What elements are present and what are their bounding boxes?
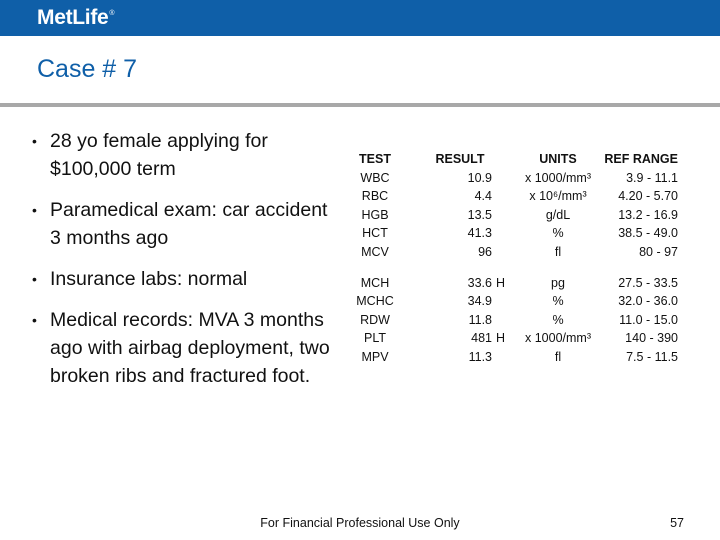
lab-ref-range: 80 - 97 [639, 244, 678, 259]
lab-flag: H [496, 275, 506, 290]
lab-results-table [338, 150, 684, 367]
lab-test: RBC [361, 189, 389, 204]
bullet-list [32, 127, 332, 403]
lab-units: fl [554, 244, 562, 259]
lab-row [338, 311, 684, 330]
page-number: 57 [670, 516, 684, 530]
lab-ref-range: 11.0 - 15.0 [619, 312, 678, 327]
lab-ref-range: 4.20 - 5.70 [618, 189, 678, 204]
bullet-icon: • [32, 271, 37, 287]
lab-ref-range: 140 - 390 [625, 331, 678, 346]
lab-row [338, 224, 684, 243]
lab-units: % [552, 312, 564, 327]
lab-result: 481 [471, 331, 492, 346]
lab-result: 13.5 [467, 207, 492, 222]
header-bar [0, 0, 720, 36]
header-result: RESULT [435, 152, 485, 166]
lab-group-gap [338, 262, 684, 274]
lab-result: 41.3 [467, 226, 492, 241]
lab-test: HGB [361, 207, 389, 222]
lab-ref-range: 32.0 - 36.0 [618, 294, 678, 309]
lab-ref-range: 7.5 - 11.5 [626, 349, 678, 364]
footer-disclaimer: For Financial Professional Use Only [260, 516, 460, 530]
lab-units: fl [554, 349, 562, 364]
lab-header-row [338, 150, 684, 169]
lab-result: 33.6 [467, 275, 492, 290]
lab-result: 96 [478, 244, 492, 259]
lab-ref-range: 13.2 - 16.9 [618, 207, 678, 222]
lab-row [338, 348, 684, 367]
lab-test: WBC [360, 170, 390, 185]
metlife-logo: MetLife® [37, 6, 115, 29]
bullet-item: • Medical records: MVA 3 months ago with airbag deployment, two broken ribs and fractured foot. [32, 306, 332, 390]
lab-result: 34.9 [467, 294, 492, 309]
slide-title: Case # 7 [37, 55, 138, 83]
lab-result: 11.3 [468, 349, 492, 364]
lab-flag: H [496, 331, 506, 346]
lab-row [338, 206, 684, 225]
lab-test: RDW [360, 312, 390, 327]
lab-row [338, 169, 684, 188]
bullet-icon: • [32, 202, 37, 218]
lab-units: % [552, 294, 564, 309]
lab-ref-range: 38.5 - 49.0 [618, 226, 678, 241]
bullet-icon: • [32, 312, 37, 328]
lab-test: HCT [362, 226, 388, 241]
lab-units: x 1000/mm³ [525, 331, 591, 346]
lab-ref-range: 27.5 - 33.5 [618, 275, 678, 290]
bullet-item: • Paramedical exam: car accident 3 months ago [32, 196, 332, 252]
lab-units: x 10⁶/mm³ [529, 189, 587, 204]
lab-row [338, 274, 684, 293]
lab-units: pg [551, 275, 565, 290]
lab-units: x 1000/mm³ [525, 170, 591, 185]
lab-units: % [552, 226, 564, 241]
lab-ref-range: 3.9 - 11.1 [626, 170, 678, 185]
lab-row [338, 243, 684, 262]
title-divider [0, 103, 720, 107]
lab-result: 11.8 [468, 312, 492, 327]
header-units: UNITS [539, 152, 577, 166]
lab-test: MCH [360, 275, 390, 290]
lab-row [338, 292, 684, 311]
lab-row [338, 329, 684, 348]
lab-test: MCHC [356, 294, 394, 309]
lab-result: 4.4 [474, 189, 492, 204]
lab-test: PLT [364, 331, 386, 346]
bullet-icon: • [32, 133, 37, 149]
bullet-item: • Insurance labs: normal [32, 265, 332, 293]
lab-units: g/dL [545, 207, 571, 222]
bullet-item: • 28 yo female applying for $100,000 term [32, 127, 332, 183]
lab-test: MPV [361, 349, 389, 364]
header-test: TEST [359, 152, 391, 166]
lab-test: MCV [361, 244, 389, 259]
lab-result: 10.9 [467, 170, 492, 185]
header-ref-range: REF RANGE [604, 152, 678, 166]
lab-row [338, 187, 684, 206]
